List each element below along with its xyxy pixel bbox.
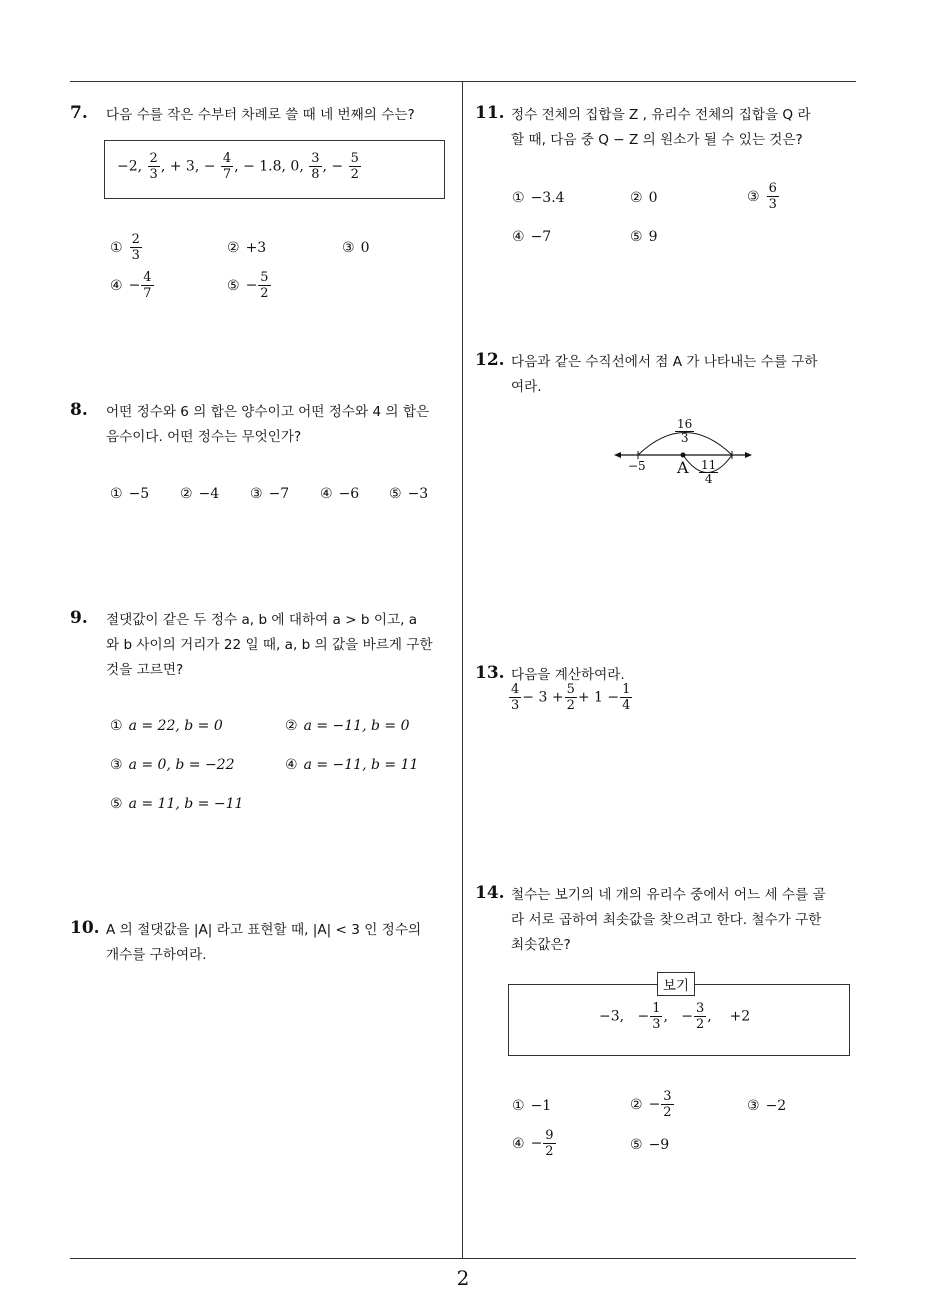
question-number: 9. [70,608,88,628]
label-minus-5: −5 [628,459,646,473]
question-text: 절댓값이 같은 두 정수 a, b 에 대하여 a > b 이고, a 와 b 사이의 거리가 22 일 때, a, b 의 값을 바르게 구한 것을 고르면? [106,612,433,678]
point-a-dot [681,453,686,458]
q8-option-1[interactable]: ① −5 [110,486,150,502]
question-number: 8. [70,400,88,420]
q9-option-5[interactable]: ⑤ a = 11, b = −11 [110,796,244,812]
q8-option-5[interactable]: ⑤ −3 [389,486,429,502]
q8-option-4[interactable]: ④ −6 [320,486,360,502]
q9-option-4[interactable]: ④ a = −11, b = 11 [285,757,419,773]
label-point-a: A [677,458,689,477]
question-number: 12. [475,350,505,370]
question-number: 13. [475,663,505,683]
bottom-rule [70,1258,856,1259]
q9-option-3[interactable]: ③ a = 0, b = −22 [110,757,235,773]
q7-option-4[interactable]: ④ − $\frac{4}{7}$ [110,270,152,301]
question-text: 철수는 보기의 네 개의 유리수 중에서 어느 세 수를 골 라 서로 곱하여 최솟값을 찾으려고 한다. 철수가 구한 최솟값은? [511,887,826,953]
q14-option-2[interactable]: ② − $\frac{3}{2}$ [630,1089,672,1120]
question-text: A 의 절댓값을 |A| 라고 표현할 때, |A| < 3 인 정수의 개수를 구하여라. [106,922,422,963]
q7-option-1[interactable]: ① $\frac{2}{3}$ [110,232,140,263]
q7-option-3[interactable]: ③ 0 [342,240,370,256]
fraction: $\frac{2}{3}$ [149,151,158,182]
page-number: 2 [456,1266,470,1290]
question-text: 다음 수를 작은 수부터 차례로 쓸 때 네 번째의 수는? [106,107,415,123]
arc-length-upper: $\frac{16}{3}$ [677,417,693,445]
question-number: 11. [475,103,505,123]
number-list: −2, $\frac{2}{3}$ , + 3, − $\frac{4}{7}$ , − 1.8, 0, $\frac{3}{8}$ , − $\frac{5}{2}$ [117,151,359,182]
q8-option-3[interactable]: ③ −7 [250,486,290,502]
number-list-box [104,140,445,199]
example-values: −3, − $\frac{1}{3}$ , − $\frac{3}{2}$ , +2 [599,1001,751,1032]
fraction: $\frac{3}{8}$ [311,151,320,182]
right-arrow-icon [745,452,752,458]
question-number: 10. [70,918,100,938]
fraction: $\frac{4}{7}$ [222,151,232,182]
q11-option-5[interactable]: ⑤ 9 [630,229,658,245]
q9-option-1[interactable]: ① a = 22, b = 0 [110,718,223,734]
left-arrow-icon [614,452,621,458]
question-text: 다음을 계산하여라. [511,667,625,683]
question-text: 다음과 같은 수직선에서 점 A 가 나타내는 수를 구하 여라. [511,354,818,395]
expression: $\frac{4}{3}$ − 3 + $\frac{5}{2}$ + 1 − $\frac{1}{4}$ [511,682,631,713]
q14-option-4[interactable]: ④ − $\frac{9}{2}$ [512,1128,554,1159]
q7-option-5[interactable]: ⑤ − $\frac{5}{2}$ [227,270,269,301]
top-rule [70,81,856,82]
q11-option-2[interactable]: ② 0 [630,190,658,206]
fraction: $\frac{5}{2}$ [350,151,359,182]
question-text: 정수 전체의 집합을 Z , 유리수 전체의 집합을 Q 라 할 때, 다음 중 Q − Z 의 원소가 될 수 있는 것은? [511,107,811,148]
arc-length-lower: $\frac{11}{4}$ [701,458,717,486]
example-box-label: 보기 [657,972,695,996]
question-number: 7. [70,103,88,123]
q8-option-2[interactable]: ② −4 [180,486,220,502]
q9-option-2[interactable]: ② a = −11, b = 0 [285,718,410,734]
question-number: 14. [475,883,505,903]
q11-option-3[interactable]: ③ $\frac{6}{3}$ [747,181,777,212]
q7-option-2[interactable]: ② +3 [227,240,267,256]
q11-option-1[interactable]: ① −3.4 [512,190,565,206]
q11-option-4[interactable]: ④ −7 [512,229,552,245]
q14-option-5[interactable]: ⑤ −9 [630,1137,670,1153]
q14-option-3[interactable]: ③ −2 [747,1098,787,1114]
q14-option-1[interactable]: ① −1 [512,1098,552,1114]
question-text: 어떤 정수와 6 의 합은 양수이고 어떤 정수와 4 의 합은 음수이다. 어떤 정수는 무엇인가? [106,404,430,445]
